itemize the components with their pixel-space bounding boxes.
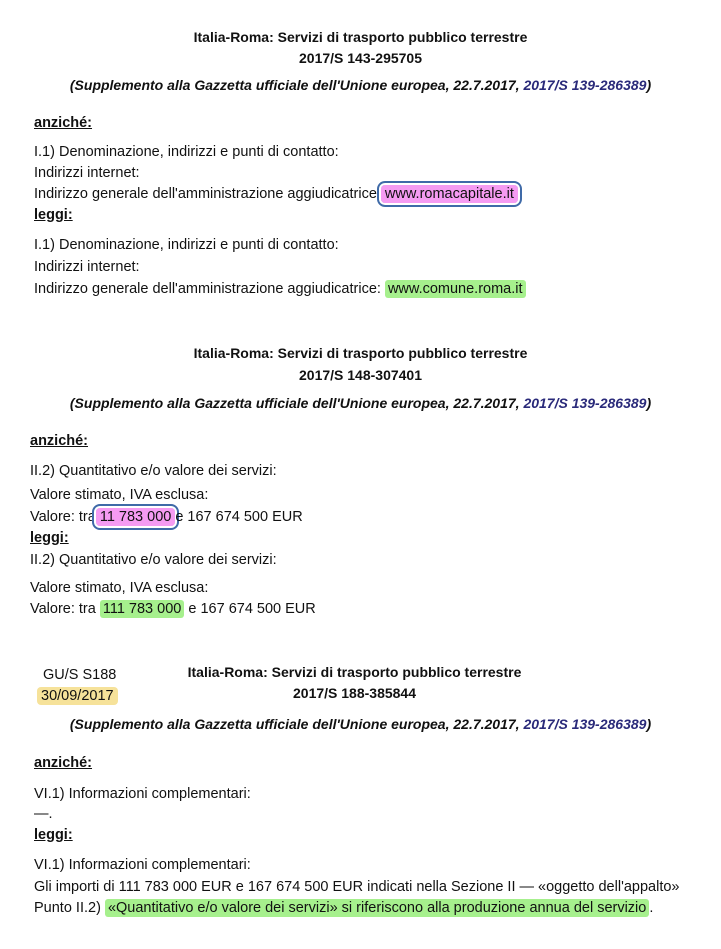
supp-end: ) xyxy=(646,77,652,93)
line-text: Indirizzo generale dell'amministrazione aggiudicatrice: xyxy=(34,281,381,297)
gu-number: GU/S S188 xyxy=(43,667,117,683)
supp-end: ) xyxy=(646,395,652,411)
section1-anziche-heading: anziché: xyxy=(34,115,93,131)
section2-supplement xyxy=(0,395,721,411)
section1-anziche-line1: I.1) Denominazione, indirizzi e punti di contatto: xyxy=(34,144,339,160)
line-text-post: . xyxy=(649,900,654,916)
line-text-post: e 167 674 500 EUR xyxy=(175,509,303,525)
line-text: Indirizzo generale dell'amministrazione aggiudicatrice xyxy=(34,186,377,202)
section1-leggi-line2: Indirizzi internet: xyxy=(34,259,140,275)
section3-supplement xyxy=(0,716,721,732)
section3-leggi-line3 xyxy=(34,900,653,916)
section3-anziche-line1: VI.1) Informazioni complementari: xyxy=(34,786,251,802)
section1-title: Italia-Roma: Servizi di trasporto pubblico terrestre xyxy=(193,29,528,45)
section3-title: Italia-Roma: Servizi di trasporto pubblico terrestre xyxy=(187,664,522,680)
section3-leggi-heading: leggi: xyxy=(34,827,73,843)
highlight-old-value: 11 783 000 xyxy=(96,508,176,526)
highlight-new-info: «Quantitativo e/o valore dei servizi» si riferiscono alla produzione annua del servizio xyxy=(105,899,649,917)
supp-ref: 2017/S 139-286389 xyxy=(523,77,647,93)
section2-anziche-heading: anziché: xyxy=(30,433,89,449)
section2-anziche-line2: Valore stimato, IVA esclusa: xyxy=(30,487,209,503)
section2-leggi-line3 xyxy=(30,601,316,617)
section3-ref: 2017/S 188-385844 xyxy=(293,685,416,701)
supp-end: ) xyxy=(646,716,652,732)
section1-anziche-line3 xyxy=(34,186,518,202)
section2-anziche-line3 xyxy=(30,509,303,525)
line-text: Valore: tra xyxy=(30,509,96,525)
section2-leggi-line2: Valore stimato, IVA esclusa: xyxy=(30,580,209,596)
section2-leggi-line1: II.2) Quantitativo e/o valore dei servizi: xyxy=(30,552,277,568)
section1-leggi-heading: leggi: xyxy=(34,207,73,223)
line-text-post: e 167 674 500 EUR xyxy=(188,601,316,617)
section2-anziche-line1: II.2) Quantitativo e/o valore dei servizi: xyxy=(30,463,277,479)
section2-title: Italia-Roma: Servizi di trasporto pubblico terrestre xyxy=(193,345,528,361)
line-text: Valore: tra xyxy=(30,601,96,617)
section3-anziche-heading: anziché: xyxy=(34,755,93,771)
section1-ref: 2017/S 143-295705 xyxy=(299,50,422,66)
section3-anziche-line2: —. xyxy=(34,806,53,822)
highlight-old-url: www.romacapitale.it xyxy=(381,185,518,203)
section2-leggi-heading: leggi: xyxy=(30,530,69,546)
gu-date-highlight: 30/09/2017 xyxy=(37,687,118,705)
section3-leggi-line1: VI.1) Informazioni complementari: xyxy=(34,857,251,873)
section1-anziche-line2: Indirizzi internet: xyxy=(34,165,140,181)
section3-leggi-line2: Gli importi di 111 783 000 EUR e 167 674 500 EUR indicati nella Sezione II — «oggetto dell'appalto» xyxy=(34,879,680,895)
highlight-new-value: 111 783 000 xyxy=(100,600,184,618)
supp-ref: 2017/S 139-286389 xyxy=(523,395,647,411)
supp-text: (Supplemento alla Gazzetta ufficiale dell'Unione europea, 22.7.2017, xyxy=(69,716,524,732)
supp-text: (Supplemento alla Gazzetta ufficiale dell'Unione europea, 22.7.2017, xyxy=(69,77,524,93)
supp-ref: 2017/S 139-286389 xyxy=(523,716,647,732)
highlight-new-url: www.comune.roma.it xyxy=(385,280,526,298)
supp-text: (Supplemento alla Gazzetta ufficiale dell'Unione europea, 22.7.2017, xyxy=(69,395,524,411)
section1-leggi-line3 xyxy=(34,281,526,297)
section1-leggi-line1: I.1) Denominazione, indirizzi e punti di contatto: xyxy=(34,237,339,253)
section1-supplement xyxy=(0,77,721,93)
line-text: Punto II.2) xyxy=(34,900,101,916)
section2-ref: 2017/S 148-307401 xyxy=(299,367,422,383)
